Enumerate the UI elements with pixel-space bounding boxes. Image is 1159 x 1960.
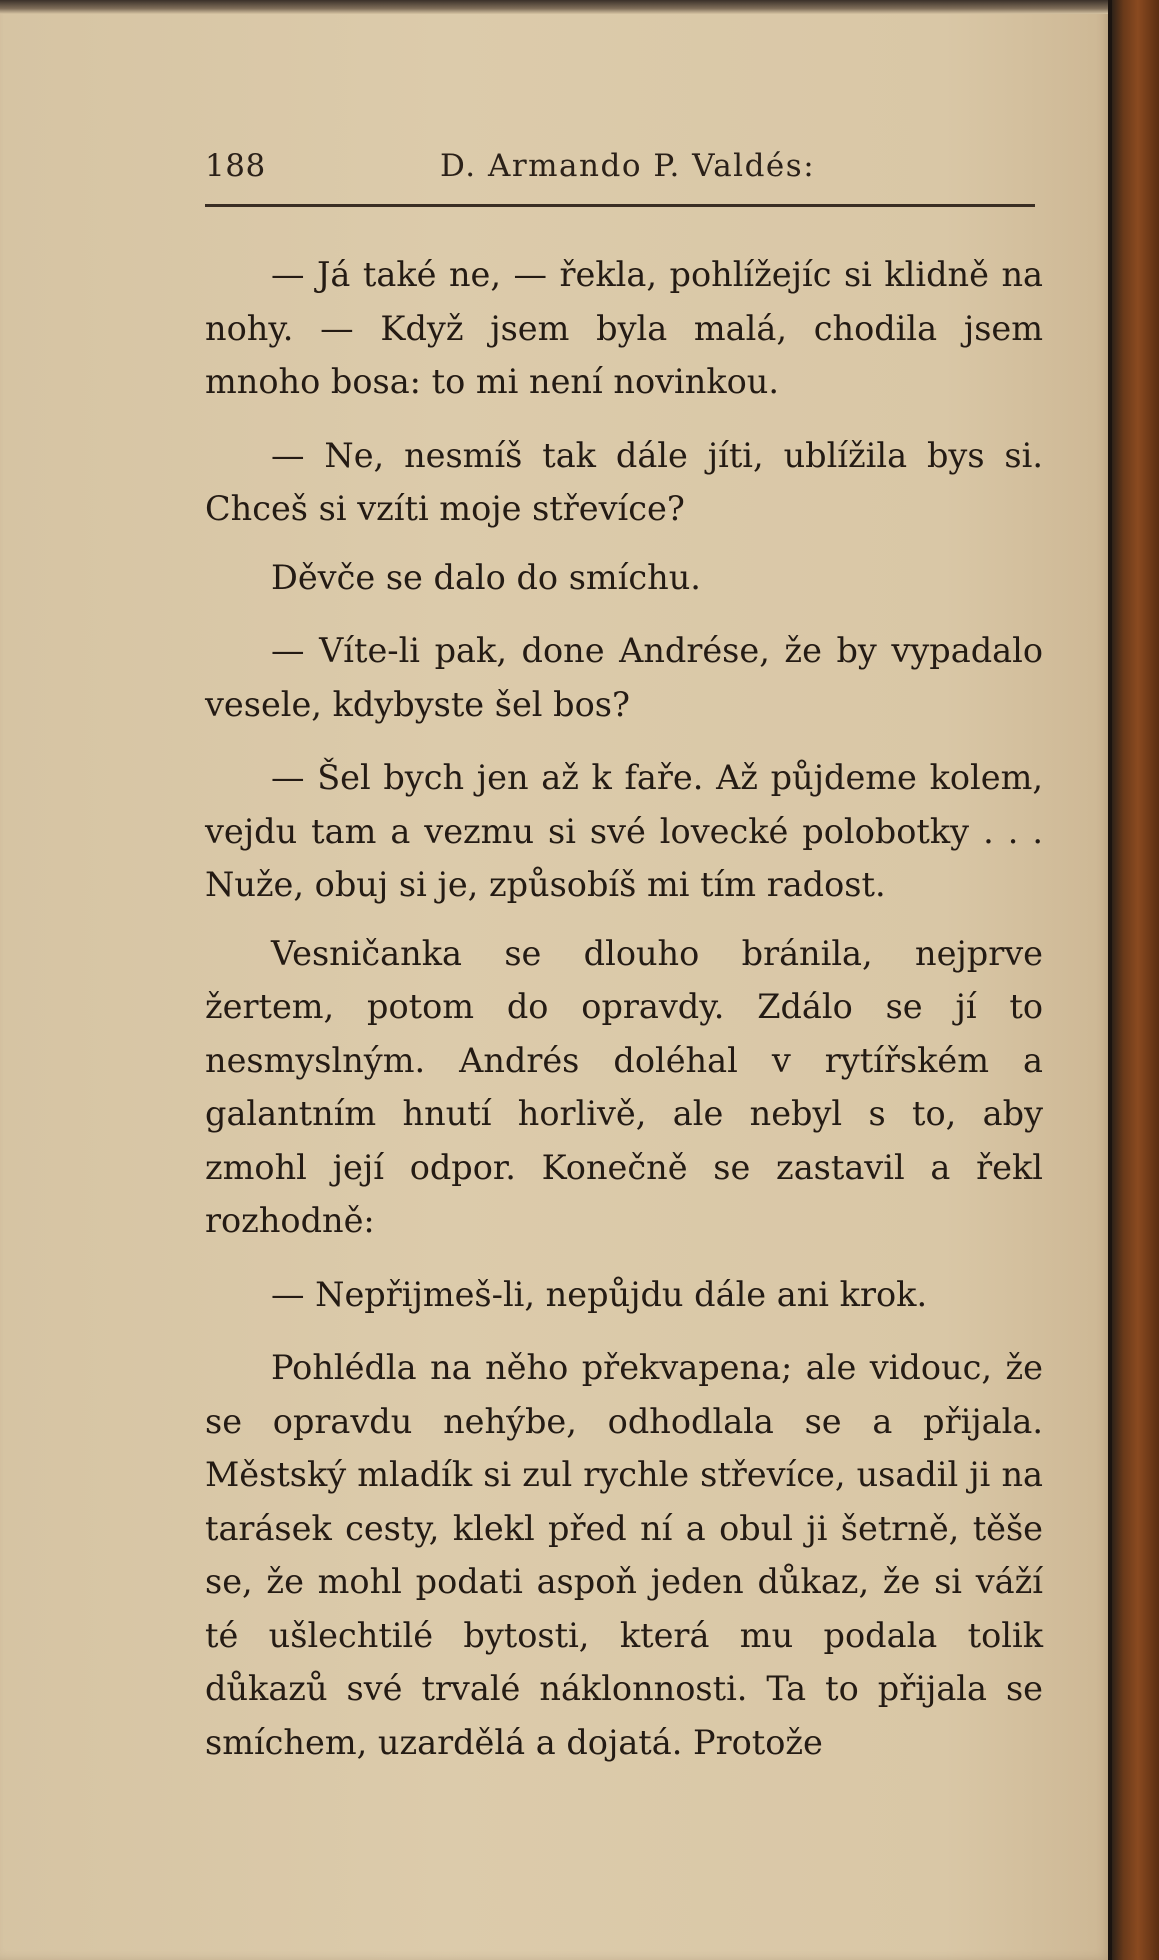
running-title: D. Armando P. Valdés: (440, 148, 816, 184)
body-text (205, 248, 1043, 1769)
paragraph: — Ne, nesmíš tak dále jíti, ublížila bys si. Chceš si vzíti moje střevíce? (205, 435, 1043, 528)
paragraph: — Víte-li pak, done Andrése, že by vypadalo vesele, kdybyste šel bos? (205, 631, 1043, 724)
paragraph: Pohlédla na něho překvapena; ale vidouc, že se opravdu nehýbe, odhodlala se a přijala. Městský mladík si zul rychle střevíce, usadil ji na tarásek cesty, klekl před ní a obul ji šetrně, těše se, že mohl podati aspoň jeden důkaz, že si váží té ušlechtilé bytosti, která mu podala tolik důkazů své trvalé náklonnosti. Ta to přijala se smíchem, uzardělá a dojatá. Protože (205, 1348, 1043, 1762)
paragraph: — Šel bych jen až k faře. Až půjdeme kolem, vejdu tam a vezmu si své lovecké polobotky . . . Nuže, obuj si je, způsobíš mi tím radost. (205, 758, 1043, 904)
book-spine (1112, 0, 1159, 1960)
paragraph: Vesničanka se dlouho bránila, nejprve žertem, potom do opravdy. Zdálo se jí to nesmyslným. Andrés doléhal v rytířském a galantním hnutí horlivě, ale nebyl s to, aby zmohl její odpor. Konečně se zastavil a řekl rozhodně: (205, 933, 1043, 1240)
paragraph: — Nepřijmeš-li, nepůjdu dále ani krok. (271, 1274, 928, 1314)
paragraph: Děvče se dalo do smíchu. (271, 557, 701, 597)
page-number: 188 (205, 148, 266, 184)
paragraph: — Já také ne, — řekla, pohlížejíc si klidně na nohy. — Když jsem byla malá, chodila jsem mnoho bosa: to mi není novinkou. (205, 255, 1043, 401)
page-header (205, 148, 1025, 188)
page-top-edge (0, 0, 1112, 14)
header-rule (205, 204, 1035, 207)
